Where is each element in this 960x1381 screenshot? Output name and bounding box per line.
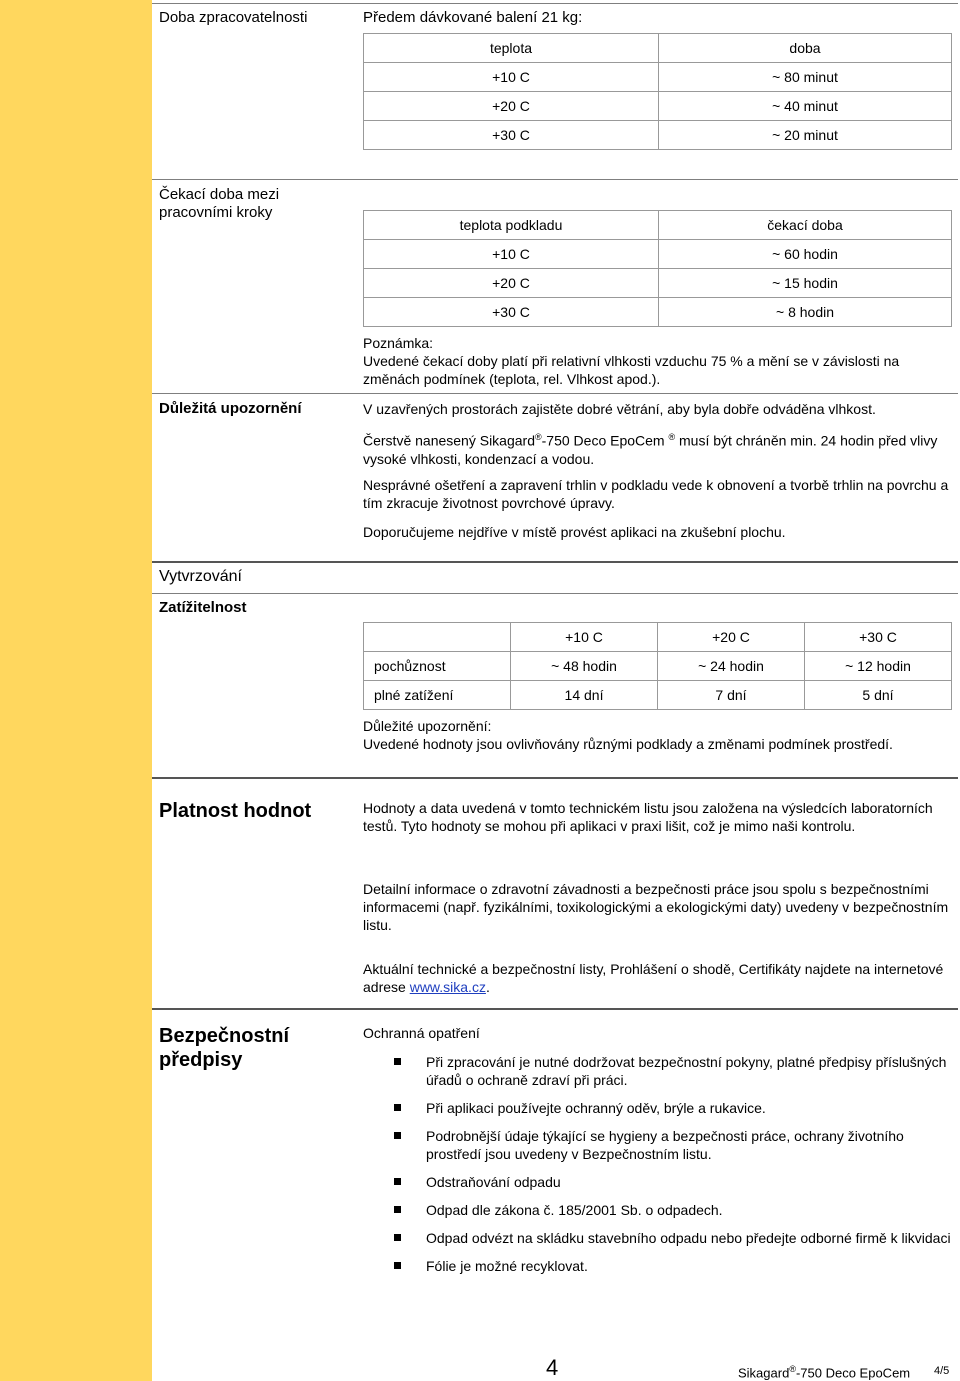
list-item-text: Odstraňování odpadu	[426, 1174, 561, 1190]
list-item-text: Podrobnější údaje týkající se hygieny a bezpečnosti práce, ochrany životního prostředí jsou uvedeny v Bezpečnostním listu.	[426, 1128, 904, 1162]
table-cell: ~ 15 hodin	[659, 269, 952, 298]
table-header: teplota	[364, 34, 659, 63]
table-cell: 14 dní	[511, 681, 658, 710]
table-cell: +20 C	[364, 269, 659, 298]
important-p4: Doporučujeme nejdříve v místě provést aplikaci na zkušební plochu.	[363, 524, 786, 540]
important-p2-a: Čerstvě nanesený Sikagard	[363, 432, 535, 449]
table-cell: +20 C	[364, 92, 659, 121]
bullet-square-icon	[394, 1178, 401, 1185]
section-label-pot-life: Doba zpracovatelnosti	[159, 9, 308, 26]
list-item-text: Fólie je možné recyklovat.	[426, 1258, 588, 1274]
table-header: doba	[659, 34, 952, 63]
list-item	[363, 1229, 953, 1247]
footer-product-b: -750 Deco EpoCem	[795, 1365, 911, 1381]
divider	[152, 3, 958, 4]
table-row	[364, 298, 952, 327]
table-cell: ~ 8 hodin	[659, 298, 952, 327]
table-cell: ~ 40 minut	[659, 92, 952, 121]
table-header: +20 C	[658, 623, 805, 652]
list-item-text: Při zpracování je nutné dodržovat bezpečnostní pokyny, platné předpisy příslušných úřadů o ochraně zdraví při práci.	[426, 1054, 947, 1088]
validity-p3-b: .	[485, 979, 490, 995]
list-item-text: Odpad odvézt na skládku stavebního odpadu nebo předejte odborné firmě k likvidaci	[426, 1230, 951, 1246]
important-p2	[363, 428, 953, 468]
important-p2-c: musí být chráněn min. 24 hodin před vlivy vysoké vlhkosti, kondenzací a vodou.	[363, 432, 938, 467]
safety-subtitle: Ochranná opatření	[363, 1025, 480, 1041]
table-row	[364, 623, 952, 652]
validity-p3-a: Aktuální technické a bezpečnostní listy, Prohlášení o shodě, Certifikáty najdete na internetové adrese	[363, 961, 944, 995]
table-cell: ~ 48 hodin	[511, 652, 658, 681]
note-text: Uvedené hodnoty jsou ovlivňovány různými podklady a změnami podmínek prostředí.	[363, 736, 893, 752]
divider	[152, 777, 958, 779]
section-label-load: Zatížitelnost	[159, 599, 247, 616]
table-header: čekací doba	[659, 211, 952, 240]
important-p2-b: -750 Deco EpoCem	[541, 432, 665, 449]
table-row	[364, 240, 952, 269]
note-title: Poznámka:	[363, 335, 434, 351]
list-item-text: Při aplikaci používejte ochranný oděv, brýle a rukavice.	[426, 1100, 766, 1116]
divider	[152, 393, 958, 394]
note-text: Uvedené čekací doby platí při relativní vlhkosti vzduchu 75 % a mění se v závislosti na změnách podmínek (teplota, rel. Vlhkost apod.).	[363, 353, 900, 387]
table-cell: 5 dní	[805, 681, 952, 710]
list-item	[363, 1127, 953, 1163]
footer-page-number: 4	[546, 1355, 559, 1380]
list-item-text: Odpad dle zákona č. 185/2001 Sb. o odpadech.	[426, 1202, 723, 1218]
divider	[152, 179, 958, 180]
validity-p2: Detailní informace o zdravotní závadnosti a bezpečnosti práce jsou spolu s bezpečnostními informacemi (např. fyzikálními, toxikologickými a ekologickými daty) uvedeny v bezpečnostním listu.	[363, 881, 949, 933]
important-p1: V uzavřených prostorách zajistěte dobré větrání, aby byla dobře odváděna vlhkost.	[363, 401, 876, 417]
table-row	[364, 652, 952, 681]
pot-life-intro: Předem dávkované balení 21 kg:	[363, 9, 583, 26]
section-label-waiting: Čekací doba mezi pracovními kroky	[159, 186, 280, 221]
curing-note	[363, 717, 953, 753]
table-row	[364, 681, 952, 710]
sika-website-link[interactable]: www.sika.cz	[409, 979, 486, 995]
section-label-important: Důležitá upozornění	[159, 400, 302, 417]
safety-list	[363, 1053, 953, 1285]
footer-product-name	[738, 1364, 910, 1380]
list-item	[363, 1201, 953, 1219]
table-cell: +10 C	[364, 63, 659, 92]
table-cell: ~ 80 minut	[659, 63, 952, 92]
table-cell: ~ 60 hodin	[659, 240, 952, 269]
waiting-table	[363, 210, 952, 327]
waiting-note	[363, 334, 953, 388]
important-p3: Nesprávné ošetření a zapravení trhlin v podkladu vede k obnovení a tvorbě trhlin na povrchu a tím zkracuje životnost povrchové úpravy.	[363, 477, 949, 511]
validity-p1: Hodnoty a data uvedená v tomto technickém listu jsou založena na výsledcích laboratorních testů. Tyto hodnoty se mohou při aplikaci v praxi lišit, což je mimo naši kontrolu.	[363, 800, 933, 834]
section-label-validity: Platnost hodnot	[159, 800, 312, 822]
bullet-square-icon	[394, 1132, 401, 1139]
bullet-square-icon	[394, 1058, 401, 1065]
divider	[152, 561, 958, 563]
validity-p3	[363, 960, 953, 996]
table-row	[364, 211, 952, 240]
footer-product-a: Sikagard	[738, 1365, 790, 1381]
table-cell: ~ 20 minut	[659, 121, 952, 150]
divider	[152, 593, 958, 594]
registered-mark: ®	[668, 432, 676, 442]
table-header	[364, 623, 511, 652]
list-item	[363, 1257, 953, 1275]
section-label-safety: Bezpečnostní předpisy	[159, 1025, 290, 1071]
sidebar-stripe	[0, 0, 152, 1381]
table-header: +10 C	[511, 623, 658, 652]
curing-table	[363, 622, 952, 710]
table-cell: pochůznost	[364, 652, 511, 681]
table-header: +30 C	[805, 623, 952, 652]
registered-mark: ®	[789, 1364, 796, 1374]
bullet-square-icon	[394, 1206, 401, 1213]
table-row	[364, 269, 952, 298]
list-item	[363, 1053, 953, 1089]
table-row	[364, 121, 952, 150]
footer-page-of: 4/5	[934, 1365, 950, 1377]
table-cell: ~ 24 hodin	[658, 652, 805, 681]
table-row	[364, 63, 952, 92]
list-item	[363, 1173, 953, 1191]
table-row	[364, 34, 952, 63]
table-cell: 7 dní	[658, 681, 805, 710]
bullet-square-icon	[394, 1234, 401, 1241]
table-cell: +30 C	[364, 121, 659, 150]
pot-life-table	[363, 33, 952, 150]
list-item	[363, 1099, 953, 1117]
table-cell: plné zatížení	[364, 681, 511, 710]
bullet-square-icon	[394, 1104, 401, 1111]
table-header: teplota podkladu	[364, 211, 659, 240]
bullet-square-icon	[394, 1262, 401, 1269]
table-cell: ~ 12 hodin	[805, 652, 952, 681]
divider	[152, 1008, 958, 1010]
table-row	[364, 92, 952, 121]
note-title: Důležité upozornění:	[363, 718, 492, 734]
table-cell: +30 C	[364, 298, 659, 327]
section-label-curing: Vytvrzování	[159, 568, 242, 585]
registered-mark: ®	[535, 432, 542, 442]
table-cell: +10 C	[364, 240, 659, 269]
